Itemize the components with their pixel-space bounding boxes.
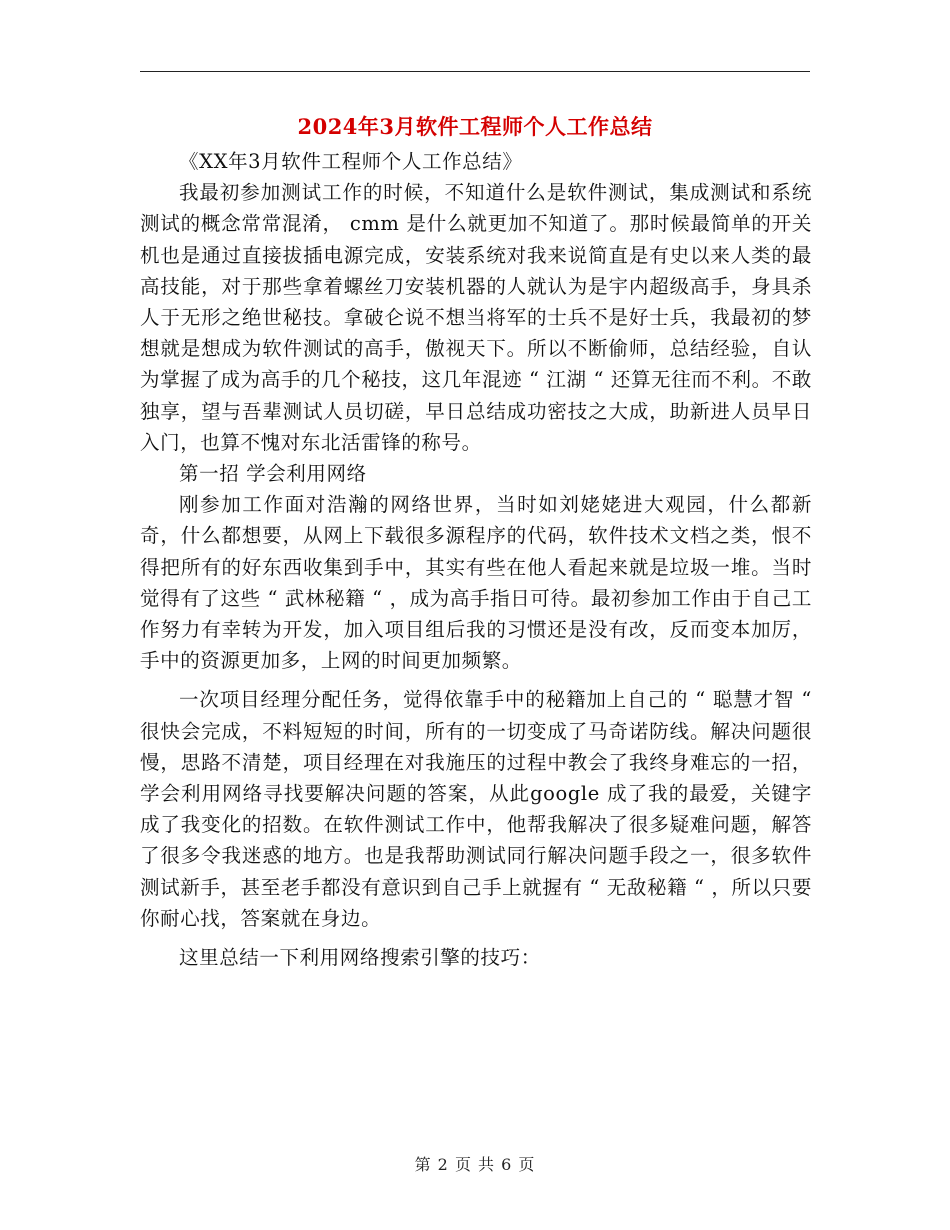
paragraph-subtitle: 《XX年3月软件工程师个人工作总结》 (179, 150, 523, 173)
paragraph-body: 一次项目经理分配任务，觉得依靠手中的秘籍加上自己的 “ 聪慧才智 “ 很快会完成，不料短短的时间，所有的一切变成了马奇诺防线。解决问题很慢，思路不清楚，项目经理在对我施压的过程中教会了我终身难忘的一招，学会利用网络寻找要解决问题的答案，从此google 成了我的最爱，关键字成了我变化的招数。在软件测试工作中，他帮我解决了很多疑难问题，解答了很多令我迷惑的地方。也是我帮助测试同行解决问题手段之一，很多软件测试新手，甚至老手都没有意识到自己手上就握有 “ 无敌秘籍 “ ，所以只要你耐心找，答案就在身边。 (140, 688, 812, 930)
page-number-footer: 第 2 页 共 6 页 (414, 1155, 536, 1174)
paragraph-intro: 我最初参加测试工作的时候，不知道什么是软件测试，集成测试和系统测试的概念常常混淆， cmm 是什么就更加不知道了。那时候最简单的开关机也是通过直接拔插电源完成，安装系统对我来说简直是有史以来人类的最高技能，对于那些拿着螺丝刀安装机器的人就认为是宇内超级高手，身具杀人于无形之绝世秘技。拿破仑说不想当将军的士兵不是好士兵，我最初的梦想就是想成为软件测试的高手，傲视天下。所以不断偷师，总结经验，自认为掌握了成为高手的几个秘技，这几年混迹 “ 江湖 “ 还算无往而不利。不敢独享，望与吾辈测试人员切磋，早日总结成功密技之大成，助新进人员早日入门，也算不愧对东北活雷锋的称号。 (140, 181, 812, 454)
document-title: 2024年3月软件工程师个人工作总结 (297, 114, 653, 139)
paragraph-body: 刚参加工作面对浩瀚的网络世界，当时如刘姥姥进大观园，什么都新奇，什么都想要，从网上下载很多源程序的代码，软件技术文档之类，恨不得把所有的好东西收集到手中，其实有些在他人看起来就是垃圾一堆。当时觉得有了这些 “ 武林秘籍 “ ，成为高手指日可待。最初参加工作由于自己工作努力有幸转为开发，加入项目组后我的习惯还是没有改，反而变本加厉，手中的资源更加多，上网的时间更加频繁。 (140, 493, 812, 673)
document-body (140, 146, 812, 973)
header-rule (140, 71, 810, 72)
section-heading: 第一招 学会利用网络 (179, 462, 367, 486)
paragraph-body: 这里总结一下利用网络搜索引擎的技巧： (179, 946, 541, 970)
